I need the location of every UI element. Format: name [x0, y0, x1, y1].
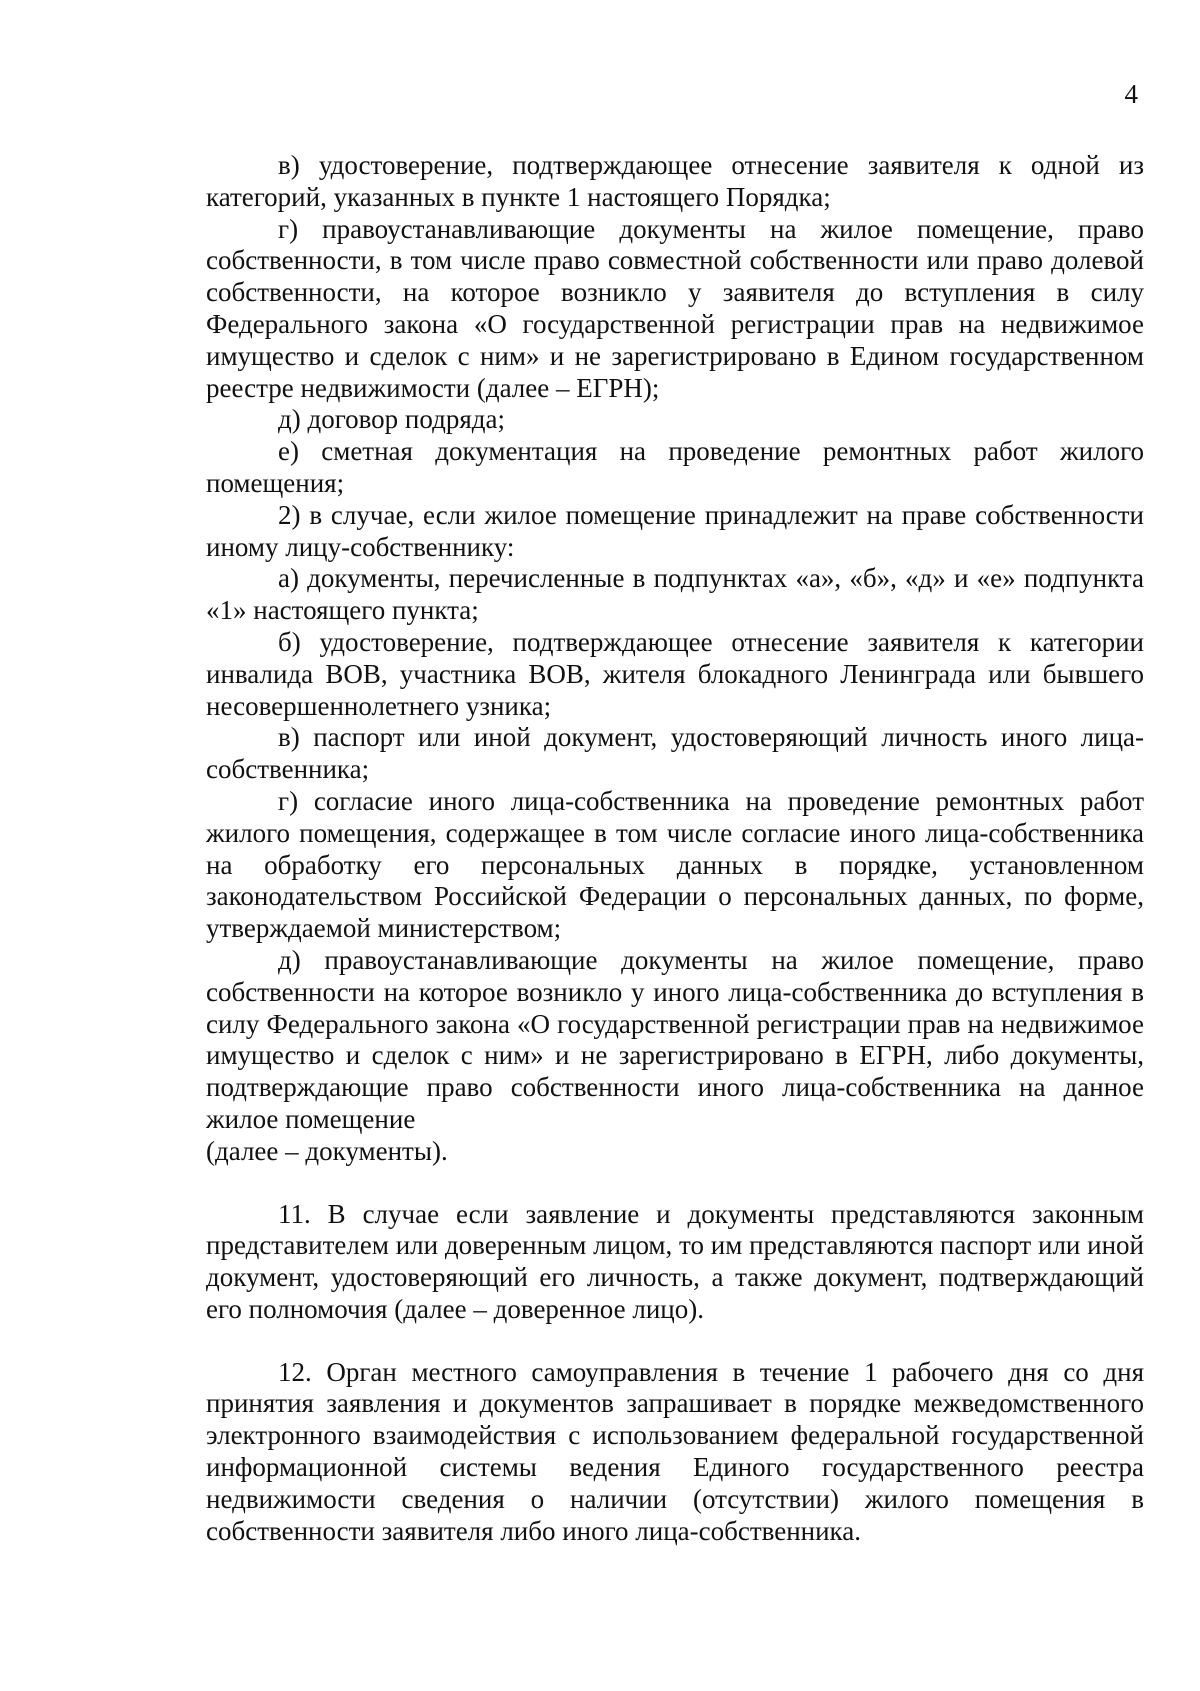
paragraph-2-other-owner: 2) в случае, если жилое помещение принадлежит на праве собственности иному лицу-собственнику: [206, 499, 1144, 562]
paragraph-a-documents: а) документы, перечисленные в подпунктах «а», «б», «д» и «е» подпункта «1» настоящего пункта; [206, 563, 1144, 626]
paragraph-e-estimate: е) сметная документация на проведение ремонтных работ жилого помещения; [206, 436, 1144, 498]
paragraph-v-certificate: в) удостоверение, подтверждающее отнесение заявителя к одной из категорий, указанных в пункте 1 настоящего Порядка; [206, 150, 1144, 212]
paragraph-g-consent: г) согласие иного лица-собственника на проведение ремонтных работ жилого помещения, содержащее в том числе согласие иного лица-собственника на обработку его персональных данных в порядке, установленном законодательством Российской Федерации о персональных данных, по форме, утверждаемой министерством; [206, 785, 1144, 944]
paragraph-g-title-documents: г) правоустанавливающие документы на жилое помещение, право собственности, в том числе право совместной собственности или право долевой собственности, на которое возникло у заявителя до вступления в силу Федерального закона «О государственной регистрации прав на недвижимое имущество и сделок с ним» и не зарегистрировано в Едином государственном реестре недвижимости (далее – ЕГРН); [206, 213, 1144, 403]
paragraph-d-contract: д) договор подряда; [278, 404, 505, 435]
paragraph-gap [206, 1326, 1144, 1357]
document-body [206, 150, 1144, 1547]
paragraph-b-certificate: б) удостоверение, подтверждающее отнесение заявителя к категории инвалида ВОВ, участника ВОВ, жителя блокадного Ленинграда или бывшего несовершеннолетнего узника; [206, 626, 1144, 721]
paragraph-v-passport: в) паспорт или иной документ, удостоверяющий личность иного лица-собственника; [206, 722, 1144, 785]
paragraph-12-local-authority: 12. Орган местного самоуправления в течение 1 рабочего дня со дня принятия заявления и документов запрашивает в порядке межведомственного электронного взаимодействия с использованием федеральной государственной информационной системы ведения Единого государственного реестра недвижимости сведения о наличии (отсутствии) жилого помещения в собственности заявителя либо иного лица-собственника. [206, 1356, 1144, 1546]
paragraph-gap [206, 1168, 1144, 1199]
paragraph-documents-note: (далее – документы). [206, 1135, 448, 1166]
paragraph-d-title-documents: д) правоустанавливающие документы на жилое помещение, право собственности на которое возникло у иного лица-собственника до вступления в силу Федерального закона «О государственной регистрации прав на недвижимое имущество и сделок с ним» и не зарегистрировано в ЕГРН, либо документы, подтверждающие право собственности иного лица-собственника на данное жилое помещение [206, 944, 1144, 1134]
page-number: 4 [1124, 79, 1138, 109]
paragraph-11-representative: 11. В случае если заявление и документы представляются законным представителем или доверенным лицом, то им представляются паспорт или иной документ, удостоверяющий его личность, а также документ, подтверждающий его полномочия (далее – доверенное лицо). [206, 1198, 1144, 1324]
